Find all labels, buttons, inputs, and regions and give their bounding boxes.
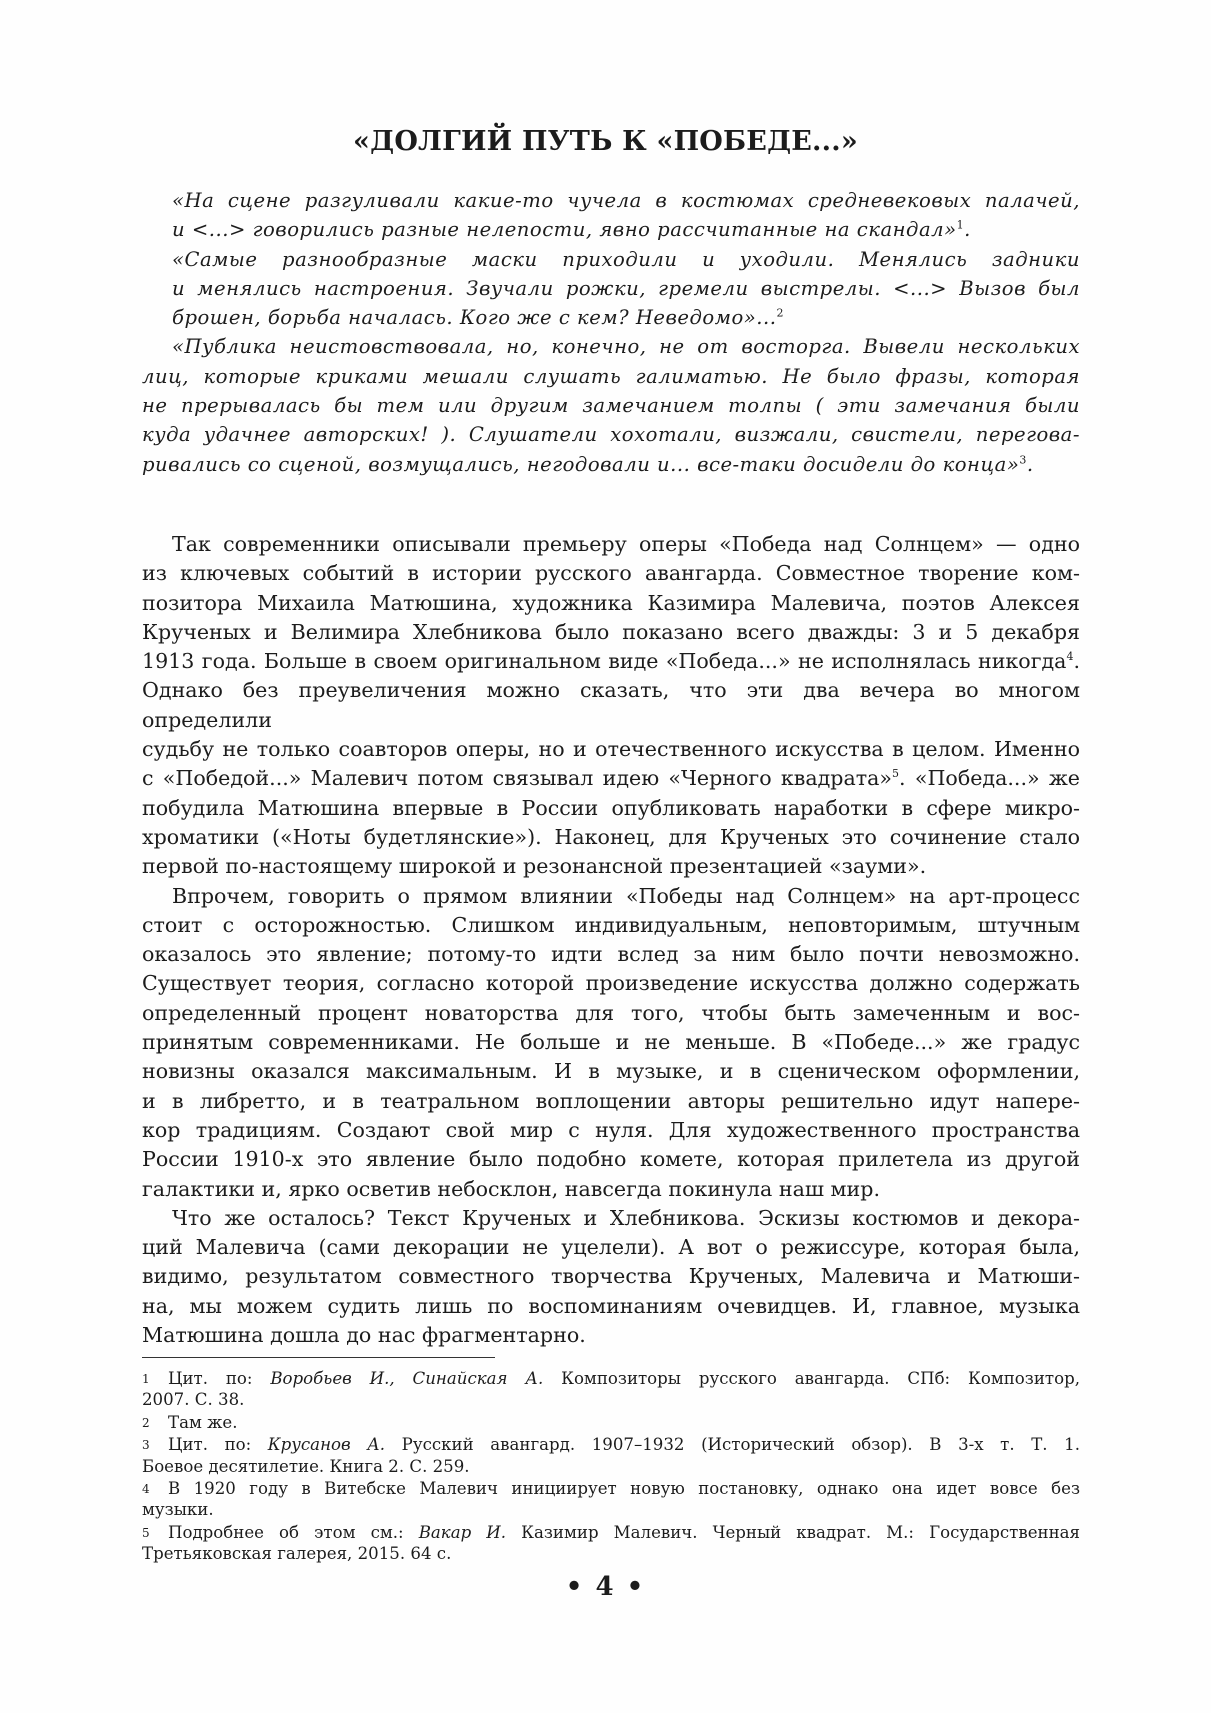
footnote-line: 2 Там же.	[142, 1412, 1080, 1433]
footnote-number: 3	[142, 1438, 150, 1453]
epigraph-line: не прерывалась бы тем или другим замечанием толпы ( эти замечания были	[142, 394, 1080, 418]
text-line: ций Малевича (сами декорации не уцелели). А вот о режиссуре, которая была,	[142, 1235, 1080, 1260]
footnote-line: 2007. С. 38.	[142, 1390, 245, 1410]
text-line: принятым современниками. Не больше и не меньше. В «Победе...» же градус	[142, 1030, 1080, 1055]
footnote-number: 4	[142, 1482, 150, 1497]
epigraph-quote-2	[142, 245, 1080, 333]
text-line: Впрочем, говорить о прямом влиянии «Победы над Солнцем» на арт-процесс	[172, 883, 1080, 908]
footnote-line: музыки.	[142, 1500, 214, 1520]
footnote-divider	[142, 1357, 495, 1358]
epigraph-line: и менялись настроения. Звучали рожки, гремели выстрелы. <...> Вызов был	[172, 276, 1080, 300]
epigraph-line: «Публика неистовствовала, но, конечно, не от восторга. Вывели нескольких	[172, 335, 1080, 359]
epigraph-line: «На сцене разгуливали какие-то чучела в костюмах средневековых палачей,	[172, 189, 1080, 212]
text-line: оказалось это явление; потому-то идти вслед за ним было почти невозможно.	[142, 942, 1080, 967]
epigraph-line: ривались со сценой, возмущались, негодовали и... все-таки досидели до конца»$^3$.	[142, 452, 1034, 476]
paragraph-1	[142, 530, 1080, 882]
epigraph-quote-1	[142, 186, 1080, 245]
footnote-5	[142, 1522, 1080, 1565]
epigraph-line: «Самые разнообразные маски приходили и уходили. Менялись задники	[172, 247, 1080, 271]
footnote-ref[interactable]: 3	[1019, 453, 1027, 467]
text-line: и в либретто, и в театральном воплощении авторы решительно идут напере-	[142, 1088, 1080, 1113]
text-line: хроматики («Ноты будетлянские»). Наконец, для Крученых это сочинение стало	[142, 824, 1080, 849]
text-line: Крученых и Велимира Хлебникова было показано всего дважды: 3 и 5 декабря	[142, 619, 1080, 644]
text-line: первой по-настоящему широкой и резонансной презентацией «зауми».	[142, 854, 927, 879]
footnote-4	[142, 1478, 1080, 1521]
text-line: Так современники описывали премьеру оперы «Победа над Солнцем» — одно	[172, 532, 1080, 556]
text-line: видимо, результатом совместного творчества Крученых, Малевича и Матюши-	[142, 1264, 1080, 1289]
footnote-ref[interactable]: 5	[892, 767, 900, 781]
footnote-line: 5 Подробнее об этом см.: Вакар И. Казимир Малевич. Черный квадрат. М.: Государственная	[142, 1522, 1080, 1543]
text-line: на, мы можем судить лишь по воспоминаниям очевидцев. И, главное, музыка	[142, 1293, 1080, 1318]
footnote-line: 1 Цит. по: Воробьев И., Синайская А. Композиторы русского авангарда. СПб: Композитор,	[142, 1368, 1080, 1389]
text-line: Однако без преувеличения можно сказать, что эти два вечера во многом определили	[142, 678, 1080, 732]
text-line: побудила Матюшина впервые в России опубликовать наработки в сфере микро-	[142, 795, 1080, 820]
footnote-line: 4 В 1920 году в Витебске Малевич инициирует новую постановку, однако она идет вовсе без	[142, 1478, 1080, 1499]
footnote-line: Третьяковская галерея, 2015. 64 с.	[142, 1544, 452, 1564]
text-line: России 1910-х это явление было подобно комете, которая прилетела из другой	[142, 1147, 1080, 1172]
text-line: стоит с осторожностью. Слишком индивидуальным, неповторимым, штучным	[142, 912, 1080, 937]
paragraph-3	[142, 1204, 1080, 1350]
epigraph-line: брошен, борьба началась. Кого же с кем? Неведомо»...$^2$	[172, 306, 784, 330]
footnote-ref[interactable]: 4	[1066, 650, 1074, 664]
epigraph-quote-3	[142, 332, 1080, 478]
footnote-number: 5	[142, 1525, 150, 1540]
paragraph-2	[142, 882, 1080, 1204]
text-line: Что же осталось? Текст Крученых и Хлебникова. Эскизы костюмов и декора-	[172, 1205, 1080, 1230]
text-line: 1913 года. Больше в своем оригинальном виде «Победа...» не исполнялась никогда$^4$.	[142, 649, 1080, 674]
chapter-title: «ДОЛГИЙ ПУТЬ К «ПОБЕДЕ...»	[353, 126, 858, 157]
epigraph-block	[142, 186, 1080, 479]
page-number: • 4 •	[565, 1572, 646, 1602]
footnote-number: 2	[142, 1415, 150, 1430]
text-line: позитора Михаила Матюшина, художника Казимира Малевича, поэтов Алексея	[142, 590, 1080, 615]
footnote-2	[142, 1412, 1080, 1433]
text-line: Матюшина дошла до нас фрагментарно.	[142, 1323, 586, 1348]
text-line: с «Победой...» Малевич потом связывал идею «Черного квадрата»$^5$. «Победа...» же	[142, 766, 1080, 791]
footnote-line: Боевое десятилетие. Книга 2. С. 259.	[142, 1456, 470, 1476]
footnote-ref[interactable]: 2	[776, 306, 784, 320]
text-line: определенный процент новаторства для того, чтобы быть замеченным и вос-	[142, 1000, 1080, 1025]
main-text	[142, 530, 1080, 1350]
footnote-ref[interactable]: 1	[956, 218, 965, 232]
footnote-number: 1	[142, 1372, 150, 1386]
text-line: из ключевых событий в истории русского авангарда. Совместное творение ком-	[142, 561, 1080, 586]
footnote-3	[142, 1434, 1080, 1477]
text-line: судьбу не только соавторов оперы, но и отечественного искусства в целом. Именно	[142, 737, 1080, 762]
text-line: новизны оказался максимальным. И в музыке, и в сценическом оформлении,	[142, 1059, 1080, 1084]
footnote-line: 3 Цит. по: Крусанов А. Русский авангард. 1907–1932 (Исторический обзор). В 3-х т. Т. 1.	[142, 1434, 1080, 1455]
text-line: Существует теория, согласно которой произведение искусства должно содержать	[142, 971, 1080, 996]
epigraph-line: и <...> говорились разные нелепости, явно рассчитанные на скандал»$^1$.	[172, 218, 971, 242]
epigraph-line: куда удачнее авторских! ). Слушатели хохотали, визжали, свистели, перегова-	[142, 423, 1080, 447]
footnotes	[142, 1368, 1080, 1566]
text-line: галактики и, ярко осветив небосклон, навсегда покинула наш мир.	[142, 1176, 881, 1201]
text-line: кор традициям. Создают свой мир с нуля. Для художественного пространства	[142, 1117, 1080, 1142]
epigraph-line: лиц, которые криками мешали слушать галиматью. Не было фразы, которая	[142, 364, 1080, 388]
footnote-1	[142, 1368, 1080, 1411]
